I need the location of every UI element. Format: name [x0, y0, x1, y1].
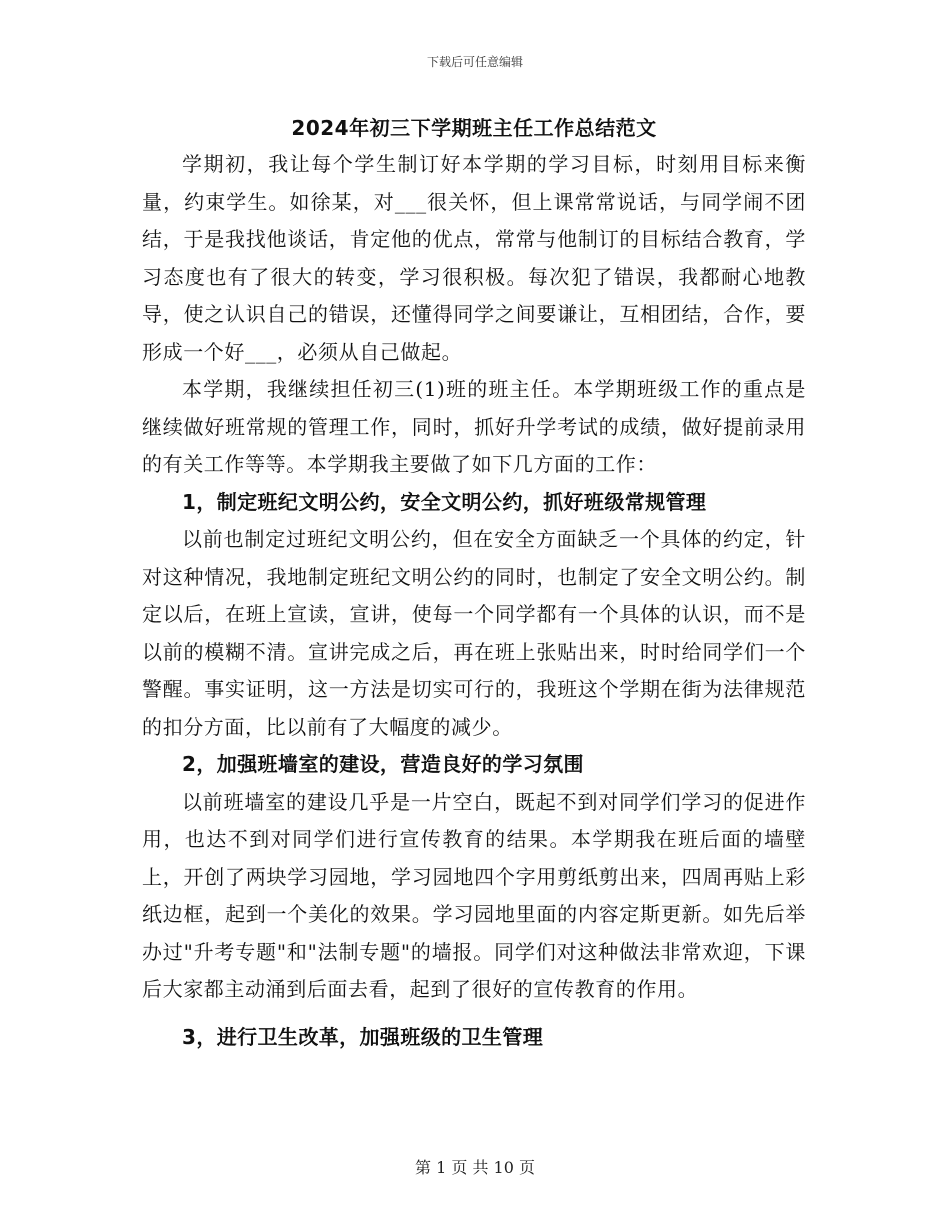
document-title: 2024年初三下学期班主任工作总结范文 [291, 116, 657, 140]
section-body-2: 以前班墙室的建设几乎是一片空白，既起不到对同学们学习的促进作用，也达不到对同学们进行宣传教育的结果。本学期我在班后面的墙壁上，开创了两块学习园地，学习园地四个字用剪纸剪出来，四周再贴上彩纸边框，起到一个美化的效果。学习园地里面的内容定斯更新。如先后举办过"升考专题"和"法制专题"的墙报。同学们对这种做法非常欢迎，下课后大家都主动涌到后面去看，起到了很好的宣传教育的作用。 [142, 789, 806, 1001]
intro-paragraph-1: 学期初，我让每个学生制订好本学期的学习目标，时刻用目标来衡量，约束学生。如徐某，对___很关怀，但上课常常说话，与同学闹不团结，于是我找他谈话，肯定他的优点，常常与他制订的目标结合教育，学习态度也有了很大的转变，学习很积极。每次犯了错误，我都耐心地教导，使之认识自己的错误，还懂得同学之间要谦让，互相团结，合作，要形成一个好___，必须从自己做起。 [142, 152, 806, 364]
section-heading-1: 1，制定班纪文明公约，安全文明公约，抓好班级常规管理 [182, 489, 707, 514]
section-body-1: 以前也制定过班纪文明公约，但在安全方面缺乏一个具体的约定，针对这种情况，我地制定班纪文明公约的同时，也制定了安全文明公约。制定以后，在班上宣读，宣讲，使每一个同学都有一个具体的认识，而不是以前的模糊不清。宣讲完成之后，再在班上张贴出来，时时给同学们一个警醒。事实证明，这一方法是切实可行的，我班这个学期在街为法律规范的扣分方面，比以前有了大幅度的减少。 [142, 527, 806, 739]
section-heading-2: 2，加强班墙室的建设，营造良好的学习氛围 [182, 752, 584, 776]
document-body [142, 110, 806, 1056]
header-note: 下载后可任意编辑 [426, 55, 523, 69]
page-number: 第 1 页 共 10 页 [415, 1158, 535, 1177]
section-heading-3: 3，进行卫生改革，加强班级的卫生管理 [182, 1024, 544, 1049]
intro-paragraph-2: 本学期，我继续担任初三(1)班的班主任。本学期班级工作的重点是继续做好班常规的管理工作，同时，抓好升学考试的成绩，做好提前录用的有关工作等等。本学期我主要做了如下几方面的工作： [142, 377, 806, 476]
